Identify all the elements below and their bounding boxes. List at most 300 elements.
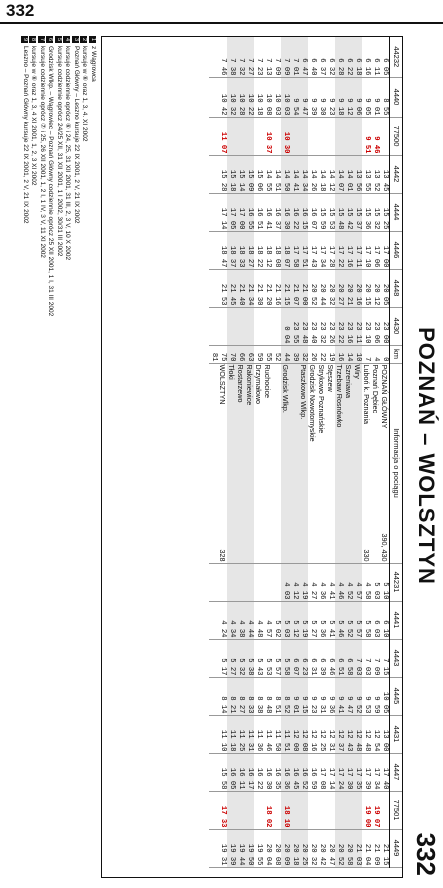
- station-cell: [362, 363, 371, 563]
- time-cell: 18 02: [263, 791, 272, 829]
- time-cell: 20 09: [281, 829, 290, 867]
- footnote-tag: 9: [22, 37, 28, 42]
- time-cell: 7 38: [227, 37, 236, 77]
- time-cell: [308, 791, 317, 829]
- time-cell: 21 20: [263, 269, 272, 307]
- time-cell: 18 07: [281, 231, 290, 269]
- time-cell: 17 00: [380, 231, 390, 269]
- footnote-tag: 2: [81, 37, 88, 42]
- time-cell: 0 04: [281, 307, 290, 345]
- time-cell: 20 44: [317, 269, 326, 307]
- time-cell: 6 37: [317, 37, 326, 77]
- time-cell: 7 09: [281, 37, 290, 77]
- time-cell: [353, 791, 362, 829]
- time-cell: [344, 791, 353, 829]
- time-cell: 9 06: [353, 77, 362, 117]
- time-cell: 6 16: [362, 37, 371, 77]
- time-cell: 16 45: [290, 753, 299, 791]
- time-cell: 21 30: [254, 269, 263, 307]
- time-cell: 20 15: [362, 269, 371, 307]
- column-header: 4431: [390, 715, 403, 753]
- time-cell: [209, 677, 218, 715]
- time-cell: 8 27: [236, 677, 245, 715]
- time-cell: 11 36: [254, 715, 263, 753]
- column-header: 4448: [390, 269, 403, 307]
- footnote-text: Leszno – Poznań Główny kursuje 22 IX 2001, 2 V, 21 IX 2002: [22, 46, 29, 224]
- route-title: POZNAŃ – WOLSZTYN: [414, 327, 439, 585]
- time-cell: 20 52: [335, 829, 344, 867]
- time-cell: [335, 791, 344, 829]
- time-cell: 17 51: [299, 231, 308, 269]
- time-cell: 20 16: [353, 269, 362, 307]
- time-cell: [209, 601, 218, 639]
- time-cell: 5 58: [281, 639, 290, 677]
- time-cell: [344, 117, 353, 155]
- time-cell: 21 53: [218, 269, 227, 307]
- time-cell: 17 08: [317, 753, 326, 791]
- time-cell: [227, 791, 236, 829]
- footnote-text: z Wągrowca: [90, 46, 97, 82]
- time-cell: 12 43: [344, 715, 353, 753]
- time-cell: 17 11: [353, 231, 362, 269]
- column-header: 4443: [390, 639, 403, 677]
- station-cell: [263, 363, 272, 563]
- time-cell: 16 17: [245, 753, 254, 791]
- time-cell: [227, 307, 236, 345]
- time-cell: 8 51: [272, 677, 281, 715]
- time-cell: 4 52: [344, 563, 353, 601]
- km-cell: 16: [335, 345, 344, 363]
- time-cell: [263, 563, 272, 601]
- time-cell: [209, 155, 218, 193]
- time-cell: 11 51: [281, 715, 290, 753]
- time-cell: 9 01: [371, 77, 380, 117]
- time-cell: [299, 791, 308, 829]
- time-cell: 16 35: [272, 753, 281, 791]
- time-cell: 10 08: [263, 77, 272, 117]
- time-cell: 9 23: [326, 77, 335, 117]
- time-cell: 5 03: [281, 601, 290, 639]
- table-row: [236, 37, 245, 867]
- time-cell: 20 27: [335, 269, 344, 307]
- time-cell: 4 19: [299, 563, 308, 601]
- time-cell: 21 16: [272, 269, 281, 307]
- time-cell: 9 51: [362, 117, 371, 155]
- footnote-tag: 6: [47, 37, 54, 42]
- time-cell: 16 22: [254, 753, 263, 791]
- time-cell: 4 57: [353, 563, 362, 601]
- time-cell: 8 55: [380, 77, 390, 117]
- station-name: Ruchocice: [263, 364, 272, 399]
- time-cell: 20 47: [326, 829, 335, 867]
- time-cell: 9 23: [308, 677, 317, 715]
- footnote-text: kursuje w ⑥ oraz 1, 3, 4. XI 2002: [81, 46, 89, 142]
- column-header: 4447: [390, 753, 403, 791]
- station-cell: [254, 363, 263, 563]
- time-cell: 5 41: [326, 601, 335, 639]
- time-cell: 4 48: [254, 601, 263, 639]
- time-cell: 17 28: [326, 231, 335, 269]
- time-cell: 7 13: [263, 37, 272, 77]
- time-cell: 6 46: [326, 639, 335, 677]
- time-cell: 17 58: [290, 231, 299, 269]
- time-cell: 7 46: [218, 37, 227, 77]
- footnote-text: kursuje codziennie oprócz ⑦ i 25, 26 XII 2001, 1, 2 I, 1 IV, 3 V, 11 XI 2002: [39, 46, 46, 258]
- time-cell: 20 32: [308, 829, 317, 867]
- time-cell: [326, 791, 335, 829]
- km-cell: 14: [344, 345, 353, 363]
- time-cell: 21 09: [371, 829, 380, 867]
- column-header: km: [390, 345, 403, 363]
- time-cell: 12 48: [362, 715, 371, 753]
- time-cell: 19 50: [245, 829, 254, 867]
- time-cell: 17 05: [227, 193, 236, 231]
- time-cell: 23 16: [344, 307, 353, 345]
- footnotes: [21, 36, 98, 876]
- column-header: 44232: [390, 37, 403, 77]
- time-cell: [308, 117, 317, 155]
- time-cell: [317, 791, 326, 829]
- time-cell: 9 59: [371, 677, 380, 715]
- time-cell: 6 07: [290, 639, 299, 677]
- station-name: POZNAŃ GŁÓWNY: [380, 364, 389, 429]
- time-cell: 12 16: [308, 715, 317, 753]
- time-cell: 4 44: [245, 601, 254, 639]
- time-cell: 19 00: [362, 791, 371, 829]
- time-cell: [209, 753, 218, 791]
- time-cell: 13 56: [353, 155, 362, 193]
- time-cell: 5 03: [371, 563, 380, 601]
- km-cell: 32: [299, 345, 308, 363]
- time-cell: 14 12: [326, 155, 335, 193]
- table-number: 332: [411, 832, 441, 876]
- footnote: [46, 36, 55, 876]
- station-name: Tłoki: [227, 364, 236, 380]
- time-cell: 15 28: [218, 155, 227, 193]
- km-cell: 70: [227, 345, 236, 363]
- time-cell: 8 33: [245, 677, 254, 715]
- time-cell: 17 14: [326, 753, 335, 791]
- time-cell: 17 35: [353, 753, 362, 791]
- footnote-tag: 1: [90, 37, 96, 42]
- time-cell: [254, 307, 263, 345]
- time-cell: 4 46: [335, 563, 344, 601]
- station-cell: [281, 363, 290, 563]
- time-cell: 18 12: [263, 231, 272, 269]
- time-cell: 12 54: [371, 715, 380, 753]
- time-cell: 7 23: [254, 37, 263, 77]
- time-cell: 6 47: [299, 37, 308, 77]
- time-cell: 9 41: [335, 677, 344, 715]
- station-cell: [227, 363, 236, 563]
- station-cell: [209, 363, 218, 563]
- footnote: [55, 36, 64, 876]
- time-cell: 14 07: [335, 155, 344, 193]
- time-cell: 14 34: [299, 155, 308, 193]
- km-cell: 39: [290, 345, 299, 363]
- time-cell: 5 19: [299, 601, 308, 639]
- time-cell: [335, 117, 344, 155]
- station-cell: [326, 363, 335, 563]
- time-cell: 15 37: [353, 193, 362, 231]
- time-cell: [209, 563, 218, 601]
- column-header: 4446: [390, 231, 403, 269]
- page-header: [0, 0, 443, 24]
- table-row: [290, 37, 299, 867]
- time-cell: 4 57: [263, 601, 272, 639]
- time-cell: 18 08: [272, 231, 281, 269]
- time-cell: 9 01: [290, 677, 299, 715]
- time-cell: 6 23: [299, 639, 308, 677]
- column-header: 77500: [390, 117, 403, 155]
- time-cell: 12 25: [317, 715, 326, 753]
- time-cell: 15 14: [236, 155, 245, 193]
- time-cell: 23 22: [335, 307, 344, 345]
- time-cell: 15 48: [335, 193, 344, 231]
- time-cell: 6 39: [317, 639, 326, 677]
- column-header: 44231: [390, 563, 403, 601]
- time-cell: 6 05: [380, 37, 390, 77]
- time-cell: 8 14: [218, 677, 227, 715]
- time-cell: 12 08: [299, 715, 308, 753]
- rotated-timetable: [22, 30, 443, 882]
- time-cell: 9 15: [299, 677, 308, 715]
- time-cell: 16 07: [308, 193, 317, 231]
- time-cell: 4 34: [227, 601, 236, 639]
- km-cell: 52: [272, 345, 281, 363]
- time-cell: [317, 117, 326, 155]
- station-cell: [344, 363, 353, 563]
- column-header: 4444: [390, 193, 403, 231]
- footnote-tag: 4: [64, 37, 71, 42]
- footnote-tag: 3: [73, 37, 79, 42]
- time-cell: 11 10: [218, 715, 227, 753]
- time-cell: [209, 37, 218, 77]
- time-cell: 9 36: [326, 677, 335, 715]
- time-cell: 18 47: [218, 231, 227, 269]
- time-cell: 14 55: [263, 155, 272, 193]
- station-cell: [245, 363, 254, 563]
- time-cell: 4 12: [290, 563, 299, 601]
- time-cell: 5 17: [218, 639, 227, 677]
- time-cell: 8 52: [281, 677, 290, 715]
- station-cell: [380, 363, 390, 563]
- time-cell: 9 05: [362, 77, 371, 117]
- time-cell: 21 15: [380, 829, 390, 867]
- time-cell: 16 51: [254, 193, 263, 231]
- time-cell: 19 31: [218, 829, 227, 867]
- time-cell: 23 40: [308, 307, 317, 345]
- time-cell: 10 03: [272, 77, 281, 117]
- time-cell: 16 36: [281, 753, 290, 791]
- time-cell: 19 44: [236, 829, 245, 867]
- time-cell: 17 00: [236, 193, 245, 231]
- time-cell: 10 18: [254, 77, 263, 117]
- time-cell: 23 06: [371, 307, 380, 345]
- time-cell: 19 07: [371, 791, 380, 829]
- time-cell: [245, 307, 254, 345]
- time-cell: [218, 563, 227, 601]
- time-cell: 17 39: [362, 753, 371, 791]
- time-cell: 9 18: [335, 77, 344, 117]
- time-cell: 16 11: [236, 753, 245, 791]
- time-cell: 5 32: [236, 639, 245, 677]
- time-cell: 11 07: [218, 117, 227, 155]
- station-name: Drzymałowo: [254, 364, 263, 405]
- time-cell: [272, 117, 281, 155]
- time-cell: 17 22: [335, 231, 344, 269]
- time-cell: 6 10: [380, 601, 390, 639]
- time-cell: 8 21: [227, 677, 236, 715]
- time-cell: [236, 307, 245, 345]
- footnote: [21, 36, 30, 876]
- time-cell: 9 54: [290, 77, 299, 117]
- km-cell: 44: [281, 345, 290, 363]
- table-row: [344, 37, 353, 867]
- time-cell: 15 25: [380, 193, 390, 231]
- table-row: [326, 37, 335, 867]
- time-cell: 15 06: [254, 155, 263, 193]
- route-number: 332: [6, 1, 35, 20]
- table-row: [308, 37, 317, 867]
- station-cell: [218, 363, 227, 563]
- time-cell: 17 34: [317, 231, 326, 269]
- time-cell: 21 40: [236, 269, 245, 307]
- time-cell: 15 32: [371, 193, 380, 231]
- table-row: [245, 37, 254, 867]
- time-cell: 9 47: [299, 77, 308, 117]
- time-cell: 13 00: [380, 715, 390, 753]
- time-cell: [209, 307, 218, 345]
- time-cell: 21 15: [281, 269, 290, 307]
- station-name: Luboń k. Poznania: [362, 364, 371, 425]
- timetable-grid: [101, 36, 403, 878]
- station-cell: [308, 363, 317, 563]
- time-cell: 4 38: [236, 601, 245, 639]
- time-cell: 8 38: [254, 677, 263, 715]
- time-cell: 16 55: [245, 193, 254, 231]
- time-cell: [245, 117, 254, 155]
- time-cell: [236, 117, 245, 155]
- time-cell: 10 05: [380, 677, 390, 715]
- time-cell: [209, 193, 218, 231]
- station-name: Grodzisk Wlkp.: [281, 364, 290, 413]
- time-cell: 11 50: [272, 715, 281, 753]
- station-cell: [317, 363, 326, 563]
- time-cell: 12 00: [290, 715, 299, 753]
- column-header: 4440: [390, 77, 403, 117]
- table-row: [272, 37, 281, 867]
- table-row: [362, 37, 371, 867]
- time-cell: 19 55: [254, 829, 263, 867]
- km-cell: 4: [371, 345, 380, 363]
- time-cell: 21 03: [353, 829, 362, 867]
- time-cell: 5 27: [308, 601, 317, 639]
- time-cell: 7 03: [362, 639, 371, 677]
- time-cell: 15 36: [362, 193, 371, 231]
- time-cell: 20 18: [290, 829, 299, 867]
- time-cell: 23 32: [317, 307, 326, 345]
- time-cell: 12 31: [326, 715, 335, 753]
- time-cell: 14 51: [272, 155, 281, 193]
- time-cell: 18 10: [281, 791, 290, 829]
- time-cell: [326, 117, 335, 155]
- time-cell: 14 26: [308, 155, 317, 193]
- km-cell: 63: [245, 345, 254, 363]
- time-cell: 17 33: [218, 791, 227, 829]
- time-cell: 23 11: [353, 307, 362, 345]
- station-name: Wiry: [353, 364, 362, 379]
- time-cell: 12 37: [335, 715, 344, 753]
- time-cell: [245, 791, 254, 829]
- time-cell: [236, 563, 245, 601]
- time-cell: 20 42: [317, 829, 326, 867]
- footnote-text: Grodzisk Wlkp. – Wągrowiec – Poznań Główny codziennie oprócz 25 XII 2001, 1 I, 31 III 2002: [47, 46, 55, 317]
- km-cell: 0: [380, 345, 390, 363]
- time-cell: 9 12: [344, 77, 353, 117]
- time-cell: [209, 77, 218, 117]
- time-cell: 10 32: [227, 77, 236, 117]
- time-cell: 7 27: [245, 37, 254, 77]
- time-cell: [209, 715, 218, 753]
- time-cell: [272, 307, 281, 345]
- station-name: Rostarzewo: [236, 364, 245, 403]
- time-cell: 6 28: [335, 37, 344, 77]
- table-row: [353, 37, 362, 867]
- time-cell: 16 59: [308, 753, 317, 791]
- time-cell: 14 50: [281, 155, 290, 193]
- time-cell: [263, 307, 272, 345]
- time-cell: 15 18: [227, 155, 236, 193]
- time-cell: 5 36: [317, 601, 326, 639]
- km-cell: 10: [353, 345, 362, 363]
- time-cell: 21 00: [299, 269, 308, 307]
- table-row: [263, 37, 272, 867]
- footnote-text: kursuje w ⑥ oraz 1, 3, 4 XI 2001, 1, 2, 3 XI 2002: [30, 46, 38, 186]
- station-name: Stęszew: [326, 364, 335, 392]
- footnote: [29, 36, 38, 876]
- time-cell: 18 22: [254, 231, 263, 269]
- time-cell: 23 26: [326, 307, 335, 345]
- time-cell: 13 45: [380, 155, 390, 193]
- table-row: [299, 37, 308, 867]
- time-cell: 21 34: [245, 269, 254, 307]
- time-cell: 15 59: [317, 193, 326, 231]
- time-cell: 5 43: [254, 639, 263, 677]
- station-name: Ptaszkowo Wlkp.: [299, 364, 308, 420]
- table-row: [281, 37, 290, 867]
- time-cell: 9 47: [344, 677, 353, 715]
- time-cell: 7 32: [236, 37, 245, 77]
- time-cell: 5 57: [272, 639, 281, 677]
- time-cell: 18 33: [236, 231, 245, 269]
- station-cell: [335, 363, 344, 563]
- time-cell: 4 41: [326, 563, 335, 601]
- time-cell: 11 31: [245, 715, 254, 753]
- time-cell: 15 09: [245, 155, 254, 193]
- time-cell: 16 30: [281, 193, 290, 231]
- station-name: Grodzisk Nowotomyskie: [308, 364, 317, 442]
- time-cell: [236, 791, 245, 829]
- time-cell: [254, 791, 263, 829]
- footnote: [38, 36, 47, 876]
- time-cell: 11 18: [227, 715, 236, 753]
- station-name: Szreniawa: [344, 364, 353, 399]
- time-cell: 20 58: [344, 829, 353, 867]
- time-cell: 5 10: [380, 563, 390, 601]
- time-cell: 5 02: [272, 601, 281, 639]
- time-cell: [209, 829, 218, 867]
